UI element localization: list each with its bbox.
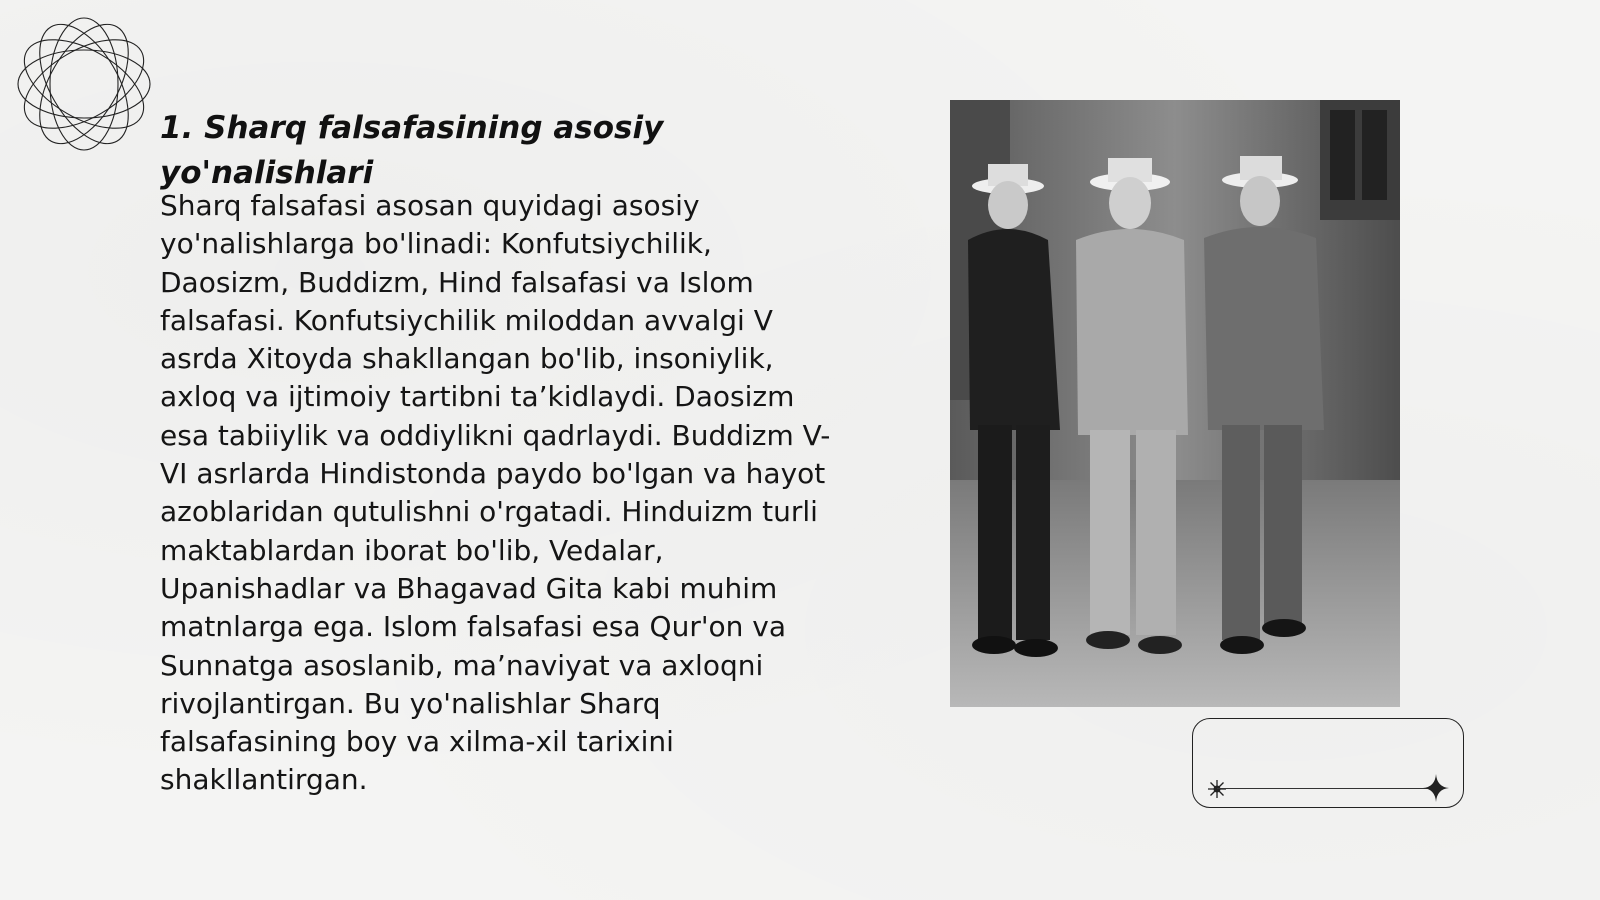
divider-line bbox=[1217, 788, 1441, 789]
slide-body-text: Sharq falsafasi asosan quyidagi asosiy yo'nalishlarga bo'linadi: Konfutsiychilik, Daosizm, Buddizm, Hind falsafasi va Islom falsafasi. Konfutsiychilik miloddan avvalgi V asrda Xitoyda shakllangan bo'lib, insoniylik, axloq va ijtimoiy tartibni ta’kidlaydi. Daosizm esa tabiiylik va oddiylikni qadrlaydi. Buddizm V-VI asrlarda Hindistonda paydo bo'lgan va hayot azoblaridan qutulishni o'rgatadi. Hinduizm turli maktablardan iborat bo'lib, Vedalar, Upanishadlar va Bhagavad Gita kabi muhim matnlarga ega. Islom falsafasi esa Qur'on va Sunnatga asoslanib, ma’naviyat va axloqni rivojlantirgan. Bu yo'nalishlar Sharq falsafasining boy va xilma-xil tarixini shakllantirgan. bbox=[160, 189, 831, 797]
decorative-frame bbox=[1192, 718, 1464, 808]
sparkle-icon bbox=[1423, 774, 1449, 802]
three-men-walking-photo bbox=[950, 100, 1400, 707]
ornament-rings-icon bbox=[10, 10, 158, 158]
sun-icon bbox=[1207, 779, 1227, 799]
slide-title: 1. Sharq falsafasining asosiy yo'nalishlari bbox=[160, 110, 664, 191]
